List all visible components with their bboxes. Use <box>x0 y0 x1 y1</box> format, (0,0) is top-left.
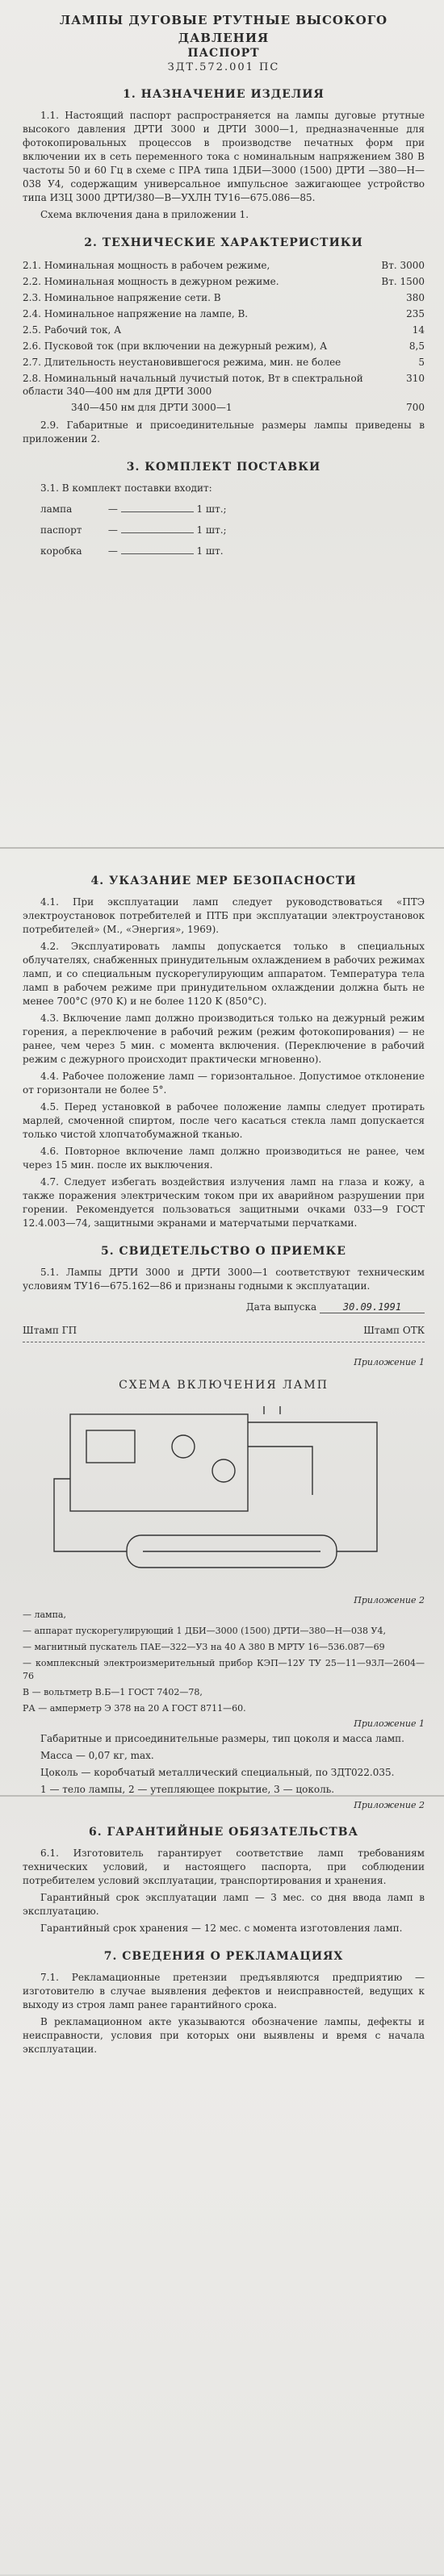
section-4-p1: 4.1. При эксплуатации ламп следует руководствоваться «ПТЭ электроустановок потребителей и ПТБ при эксплуатации электроустановок потребителей» (М., «Энергия», 1969). <box>23 896 425 935</box>
spec-row <box>23 290 425 306</box>
stamp-otk: Штамп ОТК <box>363 1325 425 1336</box>
spec-row <box>23 354 425 370</box>
spec-value: 235 <box>406 308 425 319</box>
legend-item: РА — амперметр Э 378 на 20 А ГОСТ 8711—60. <box>23 1703 246 1714</box>
spec-row <box>23 399 425 415</box>
spec-value: 5 <box>418 357 425 368</box>
mass-text: Масса — 0,07 кг, max. <box>40 1750 154 1761</box>
kit-item-name: лампа <box>40 503 73 515</box>
section-1-p1: 1.1. Настоящий паспорт распространяется на лампы дуговые ртутные высокого давления ДРТИ 3000 и ДРТИ 3000—1, предназначенные для фотокопировальных процессов в производстве печатных форм при включении их в сеть переменного тока с номинальным напряжением 380 В частоты 50 и 60 Гц в схеме с ПРА типа 1ДБИ—3000 (1500) ДРТИ —380—Н—038 У4, содержащим универсальное импульсное зажигающее устройство типа ИЗЦ 3000 ДРТИ/380—В—УХЛН ТУ16—675.086—85. <box>23 110 425 203</box>
spec-row <box>23 273 425 290</box>
spec-value: Вт. 3000 <box>381 260 425 271</box>
sheet-1 <box>0 0 444 847</box>
wire-icon <box>54 1479 127 1551</box>
spec-row <box>23 257 425 273</box>
kit-item: лампа — 1 шт.; <box>40 499 425 520</box>
kit-item-qty: 1 шт.; <box>196 503 227 515</box>
section-4-p6: 4.6. Повторное включение ламп должно производиться не ранее, чем через 15 мин. после их выключения. <box>23 1146 425 1171</box>
kit-item-name: коробка <box>40 545 82 557</box>
spec-label: 2.3. Номинальное напряжение сети. В <box>23 292 221 303</box>
spec-value: 700 <box>406 402 425 413</box>
spec-label: 2.5. Рабочий ток, А <box>23 324 122 336</box>
voltmeter-icon <box>172 1435 195 1458</box>
stamps-row <box>23 1325 425 1336</box>
appendix-1b-label: Приложение 1 <box>354 1718 425 1729</box>
appendix-2b-label: Приложение 2 <box>354 1800 425 1810</box>
kit-item-qty: 1 шт. <box>196 545 224 557</box>
doc-code: ЗДТ.572.001 ПС <box>167 61 280 73</box>
spec-label: 2.8. Номинальный начальный лучистый поток, Вт в спектральной области 340—400 нм для ДРТИ 3000 <box>23 373 363 397</box>
section-4-p5: 4.5. Перед установкой в рабочее положение лампы следует протирать марлей, смоченной спиртом, после чего касаться стекла ламп допускается только чистой хлопчатобумажной тканью. <box>23 1101 425 1140</box>
section-1-p2: Схема включения дана в приложении 1. <box>40 209 249 220</box>
stamp-gp: Штамп ГП <box>23 1325 77 1336</box>
section-6-p3: Гарантийный срок хранения — 12 мес. с момента изготовления ламп. <box>40 1923 403 1934</box>
legend-item: — комплексный электроизмерительный прибор КЭП—12У ТУ 25—11—93Л—2604—76 <box>23 1658 425 1681</box>
section-5-p1: 5.1. Лампы ДРТИ 3000 и ДРТИ 3000—1 соответствуют техническим условиям ТУ16—675.162—86 и признаны годными к эксплуатации. <box>23 1267 425 1292</box>
section-7-p2: В рекламационном акте указываются обозначение лампы, дефекты и неисправности, условия при которых они выявлены и время с начала эксплуатации. <box>23 2016 425 2055</box>
appendix-2-label: Приложение 2 <box>354 1595 425 1605</box>
dims-text: Габаритные и присоединительные размеры, тип цоколя и масса ламп. <box>40 1733 404 1744</box>
notes-text: 1 — тело лампы, 2 — утепляющее покрытие, 3 — цоколь. <box>40 1784 335 1795</box>
spec-row <box>23 370 425 399</box>
starter-block-icon <box>86 1430 135 1463</box>
section-5-title: 5. СВИДЕТЕЛЬСТВО О ПРИЕМКЕ <box>101 1245 346 1258</box>
section-6-p2: Гарантийный срок эксплуатации ламп — 3 мес. со дня ввода ламп в эксплуатацию. <box>23 1892 425 1917</box>
section-4-p2: 4.2. Эксплуатировать лампы допускается только в специальных облучателях, снабженных принудительным охлаждением в рабочих режимах ламп, и со специальным пускорегулирующим аппаратом. Температура тела ламп в рабочем режиме при принудительном охлаждении должна быть не менее 700°С (970 K) и не более 1120 K (850°С). <box>23 941 425 1007</box>
section-6-p1: 6.1. Изготовитель гарантирует соответствие ламп требованиям технических условий, и настоящего паспорта, при соблюдении потребителем условий эксплуатации, транспортирования и хранения. <box>23 1847 425 1886</box>
kit-item-name: паспорт <box>40 524 82 536</box>
section-6-title: 6. ГАРАНТИЙНЫЕ ОБЯЗАТЕЛЬСТВА <box>88 1826 358 1839</box>
spec-value: 310 <box>406 373 425 384</box>
cut-line <box>23 1341 425 1342</box>
kit-list <box>23 499 425 562</box>
spec-row <box>23 306 425 322</box>
legend-item: В — вольтметр В.Б—1 ГОСТ 7402—78, <box>23 1687 203 1697</box>
spec-value: 380 <box>406 292 425 303</box>
legend-item: — аппарат пускорегулирующий 1 ДБИ—3000 (1500) ДРТИ—380—Н—038 У4, <box>23 1626 386 1636</box>
section-4-p3: 4.3. Включение ламп должно производиться только на дежурный режим горения, а переключение в рабочий режим (режим фотокопирования) — не ранее, чем через 5 мин. с момента включения. (Переключение в рабочий режим с дежурного происходит практически мгновенно). <box>23 1012 425 1065</box>
release-date <box>23 1301 425 1313</box>
section-3-title: 3. КОМПЛЕКТ ПОСТАВКИ <box>126 461 321 474</box>
legend-item: — лампа, <box>23 1609 66 1620</box>
legend-item: — магнитный пускатель ПАЕ—322—У3 на 40 А 380 В МРТУ 16—536.087—69 <box>23 1642 385 1652</box>
spec-label: 2.4. Номинальное напряжение на лампе, В. <box>23 308 249 319</box>
wire-icon <box>248 1447 312 1495</box>
spec-value: 8,5 <box>408 340 425 352</box>
spec-row <box>23 322 425 338</box>
spec-label: 2.7. Длительность неустановившегося режима, мин. не более <box>23 357 341 368</box>
section-7-p1: 7.1. Рекламационные претензии предъявляются предприятию — изготовителю в случае выявления дефектов и неисправностей, ведущих к выходу из строя ламп ранее гарантийного срока. <box>23 1972 425 2010</box>
spec-value: 14 <box>412 324 425 336</box>
sheet-2 <box>0 847 444 1810</box>
spec-row <box>23 338 425 354</box>
section-4-p7: 4.7. Следует избегать воздействия излучения ламп на глаза и кожу, а также поражения электрическим током при их аварийном разрушении при горении. Рекомендуется пользоваться защитными очками 033—9 ГОСТ 12.4.003—74, защитными экранами и матерчатыми перчатками. <box>23 1176 425 1229</box>
section-7-title: 7. СВЕДЕНИЯ О РЕКЛАМАЦИЯХ <box>103 1950 344 1963</box>
doc-subtitle: ПАСПОРТ <box>187 47 260 60</box>
section-2-p9: 2.9. Габаритные и присоединительные размеры лампы приведены в приложении 2. <box>23 420 425 445</box>
spec-label: 2.1. Номинальная мощность в рабочем режиме, <box>23 260 270 271</box>
doc-title-line1: ЛАМПЫ ДУГОВЫЕ РТУТНЫЕ ВЫСОКОГО <box>59 13 388 27</box>
appendix-1-label: Приложение 1 <box>354 1357 425 1367</box>
section-1-title: 1. НАЗНАЧЕНИЕ ИЗДЕЛИЯ <box>123 88 325 101</box>
kit-item: коробка — 1 шт. <box>40 541 425 562</box>
release-date-value: 30.09.1991 <box>320 1301 425 1313</box>
section-4-title: 4. УКАЗАНИЕ МЕР БЕЗОПАСНОСТИ <box>90 875 357 887</box>
sheet-3 <box>0 1795 444 2576</box>
spec-label: 340—450 нм для ДРТИ 3000—1 <box>71 402 232 413</box>
section-2-title: 2. ТЕХНИЧЕСКИЕ ХАРАКТЕРИСТИКИ <box>84 236 363 249</box>
section-4-p4: 4.4. Рабочее положение ламп — горизонтальное. Допустимое отклонение от горизонтали не более 5°. <box>23 1071 425 1096</box>
doc-title-line2: ДАВЛЕНИЯ <box>178 31 270 45</box>
kit-item: паспорт — 1 шт.; <box>40 520 425 541</box>
spec-value: Вт. 1500 <box>381 276 425 287</box>
section-3-intro: 3.1. В комплект поставки входит: <box>40 482 212 494</box>
diagram-title: СХЕМА ВКЛЮЧЕНИЯ ЛАМП <box>119 1379 329 1392</box>
cap-text: Цоколь — коробчатый металлический специальный, по ЗДТ022.035. <box>40 1767 395 1778</box>
release-date-label: Дата выпуска <box>245 1301 317 1313</box>
wiring-diagram <box>46 1398 401 1592</box>
spec-table <box>23 257 425 415</box>
kit-item-qty: 1 шт.; <box>196 524 227 536</box>
diagram-legend <box>23 1609 425 1715</box>
ammeter-icon <box>212 1459 235 1482</box>
spec-label: 2.2. Номинальная мощность в дежурном режиме. <box>23 276 279 287</box>
spec-label: 2.6. Пусковой ток (при включении на дежурный режим), А <box>23 340 328 352</box>
